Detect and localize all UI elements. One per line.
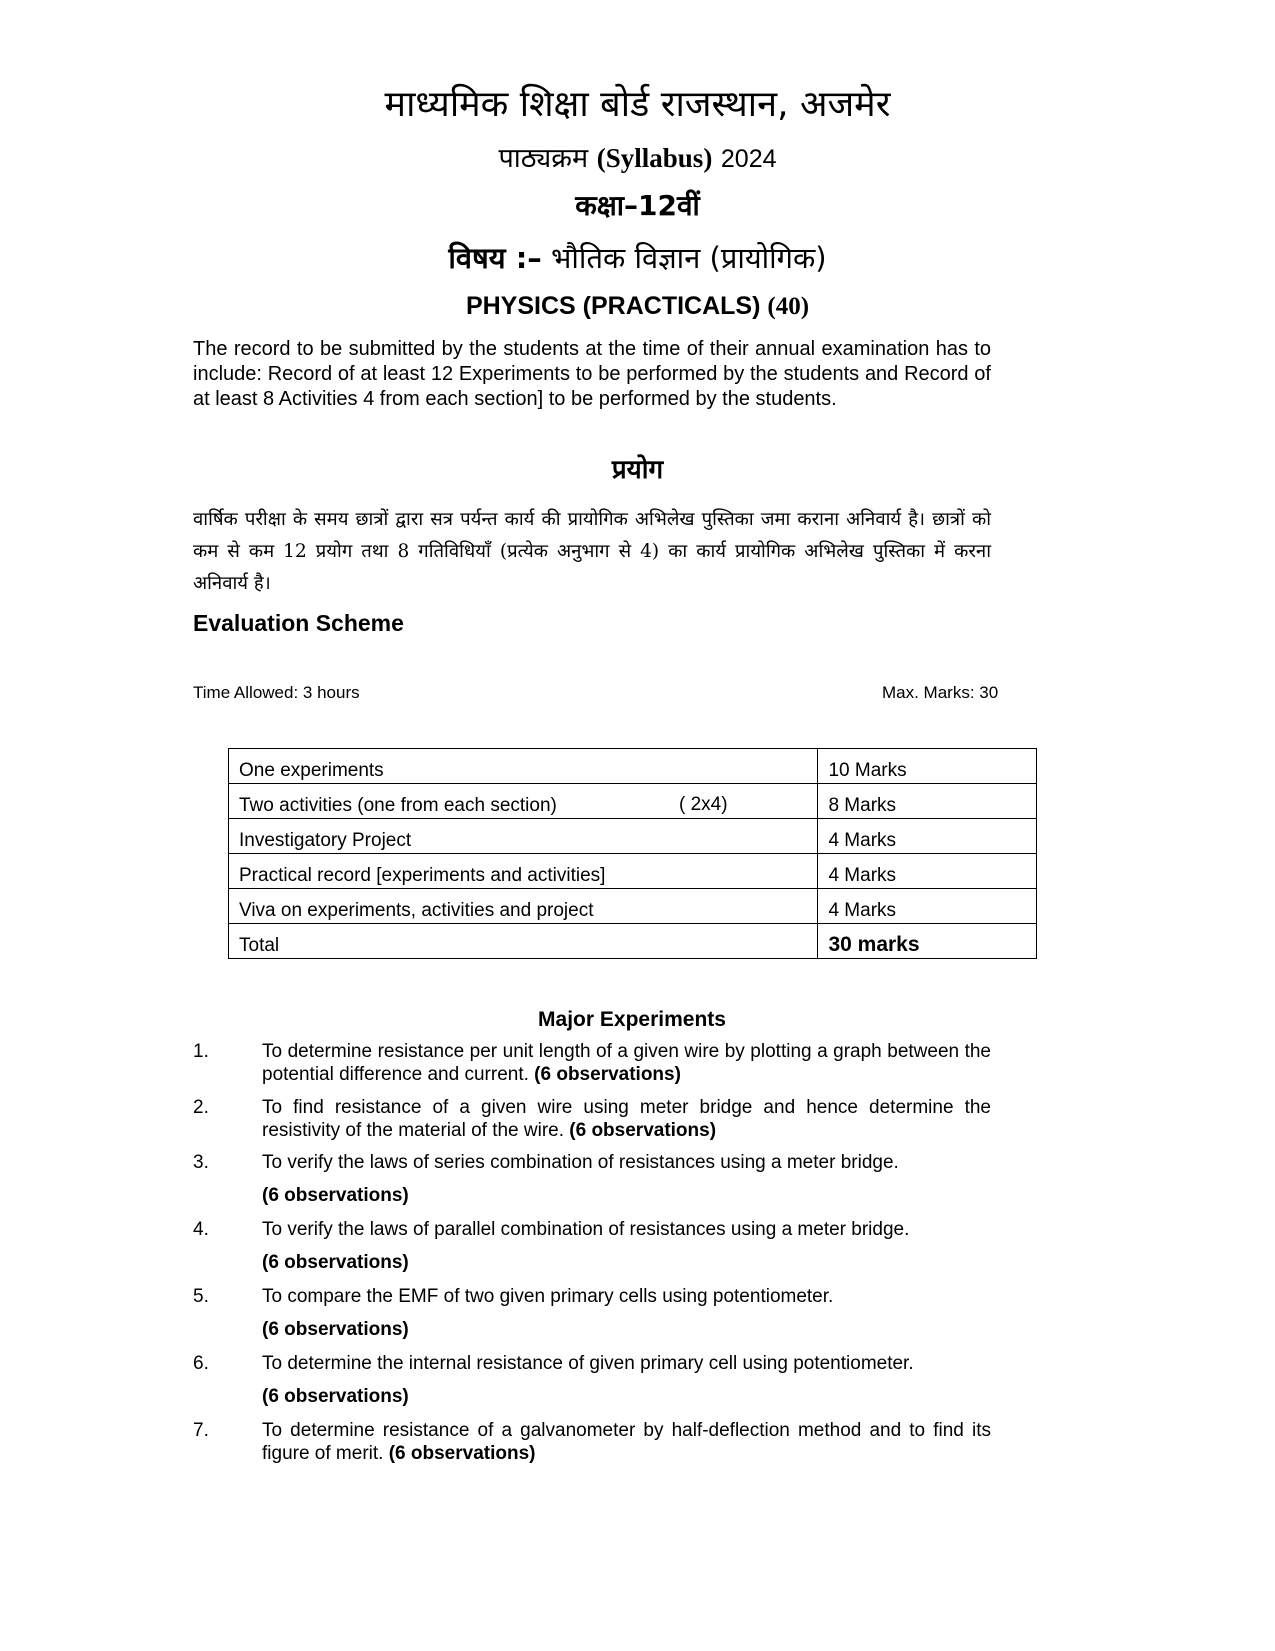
item-observations: (6 observations)	[388, 1443, 536, 1464]
table-row	[229, 889, 1037, 924]
item-number: 4.	[193, 1219, 209, 1240]
table-row-total	[229, 924, 1037, 959]
table-cell-marks: 4 Marks	[818, 819, 1037, 854]
item-description: To determine resistance of a galvanometer by half-deflection method and to find its figure of merit.	[262, 1420, 991, 1464]
subject-label: विषय :–	[448, 241, 542, 275]
item-description: To verify the laws of parallel combination of resistances using a meter bridge.	[262, 1219, 910, 1240]
item-description: To find resistance of a given wire using meter bridge and hence determine the resistivity of the material of the wire.	[262, 1097, 991, 1141]
page-title-marks: (40)	[767, 293, 810, 320]
major-heading-b: Experiments	[599, 1008, 726, 1031]
item-description: To verify the laws of series combination of resistances using a meter bridge.	[262, 1152, 899, 1173]
intro-english: The record to be submitted by the students at the time of their annual examination has to include: Record of at least 12 Experiments to be performed by the students and Record of at least 8 Activities 4 from each section] to be performed by the students.	[193, 338, 991, 410]
item-text	[262, 1419, 991, 1465]
table-cell-item	[229, 854, 818, 889]
item-number: 2.	[193, 1097, 209, 1118]
item-text	[262, 1040, 991, 1086]
row-item: One experiments	[239, 760, 384, 781]
table-cell-total-marks: 30 marks	[818, 924, 1037, 959]
item-text	[262, 1096, 991, 1142]
item-description: To compare the EMF of two given primary cells using potentiometer.	[262, 1286, 834, 1307]
subject-name: भौतिक विज्ञान (प्रायोगिक)	[551, 241, 827, 275]
item-text	[262, 1285, 991, 1341]
time-allowed: Time Allowed: 3 hours	[193, 683, 360, 702]
item-number: 6.	[193, 1353, 209, 1374]
table-cell-marks: 10 Marks	[818, 749, 1037, 784]
table-row	[229, 784, 1037, 819]
class-label: कक्षा–12वीं	[575, 189, 700, 222]
syllabus-hindi: पाठ्यक्रम	[498, 143, 589, 174]
row-note: ( 2x4)	[679, 794, 728, 815]
table-cell-item	[229, 819, 818, 854]
item-number: 7.	[193, 1420, 209, 1441]
table-cell-marks: 8 Marks	[818, 784, 1037, 819]
row-item: Investigatory Project	[239, 830, 412, 851]
evaluation-table	[228, 748, 1037, 959]
item-observations: (6 observations)	[262, 1252, 409, 1273]
table-cell-item	[229, 924, 818, 959]
item-observations: (6 observations)	[569, 1120, 717, 1141]
table-cell-item	[229, 784, 818, 819]
item-observations: (6 observations)	[262, 1185, 409, 1206]
major-experiments-heading	[0, 1008, 1264, 1032]
item-description: To determine resistance per unit length of a given wire by plotting a graph between the potential difference and current.	[262, 1041, 991, 1085]
table-row	[229, 854, 1037, 889]
major-heading-a: Major	[538, 1008, 595, 1031]
item-number: 3.	[193, 1152, 209, 1173]
table-cell-marks: 4 Marks	[818, 854, 1037, 889]
item-observations: (6 observations)	[262, 1319, 409, 1340]
row-item: Total	[239, 935, 280, 956]
item-text	[262, 1218, 991, 1274]
item-text	[262, 1151, 991, 1207]
row-item: Practical record [experiments and activities]	[239, 865, 606, 886]
row-item: Viva on experiments, activities and project	[239, 900, 594, 921]
row-item: Two activities (one from each section)	[239, 795, 557, 816]
syllabus-line	[0, 138, 1275, 175]
syllabus-year: 2024	[720, 145, 777, 173]
item-description: To determine the internal resistance of given primary cell using potentiometer.	[262, 1353, 914, 1374]
board-title: माध्यमिक शिक्षा बोर्ड राजस्थान, अजमेर	[384, 84, 891, 125]
table-cell-item	[229, 749, 818, 784]
item-observations: (6 observations)	[534, 1064, 681, 1085]
page-title	[0, 292, 1275, 321]
evaluation-heading: Evaluation Scheme	[193, 610, 404, 636]
max-marks: Max. Marks: 30	[882, 683, 999, 702]
table-row	[229, 749, 1037, 784]
item-number: 1.	[193, 1041, 209, 1062]
page-title-text: PHYSICS (PRACTICALS)	[465, 292, 761, 320]
intro-hindi: वार्षिक परीक्षा के समय छात्रों द्वारा सत्र पर्यन्त कार्य की प्रायोगिक अभिलेख पुस्तिका जमा कराना अनिवार्य है। छात्रों को कम से कम 12 प्रयोग तथा 8 गतिविधियाँ (प्रत्येक अनुभाग से 4) का कार्य प्रायोगिक अभिलेख पुस्तिका में करना अनिवार्य है।	[193, 509, 991, 594]
syllabus-english: (Syllabus)	[596, 143, 713, 173]
item-number: 5.	[193, 1286, 209, 1307]
table-row	[229, 819, 1037, 854]
subject-line	[0, 238, 1275, 277]
table-cell-marks: 4 Marks	[818, 889, 1037, 924]
item-text	[262, 1352, 991, 1408]
table-cell-item	[229, 889, 818, 924]
item-observations: (6 observations)	[262, 1386, 409, 1407]
prayog-heading: प्रयोग	[611, 455, 664, 485]
